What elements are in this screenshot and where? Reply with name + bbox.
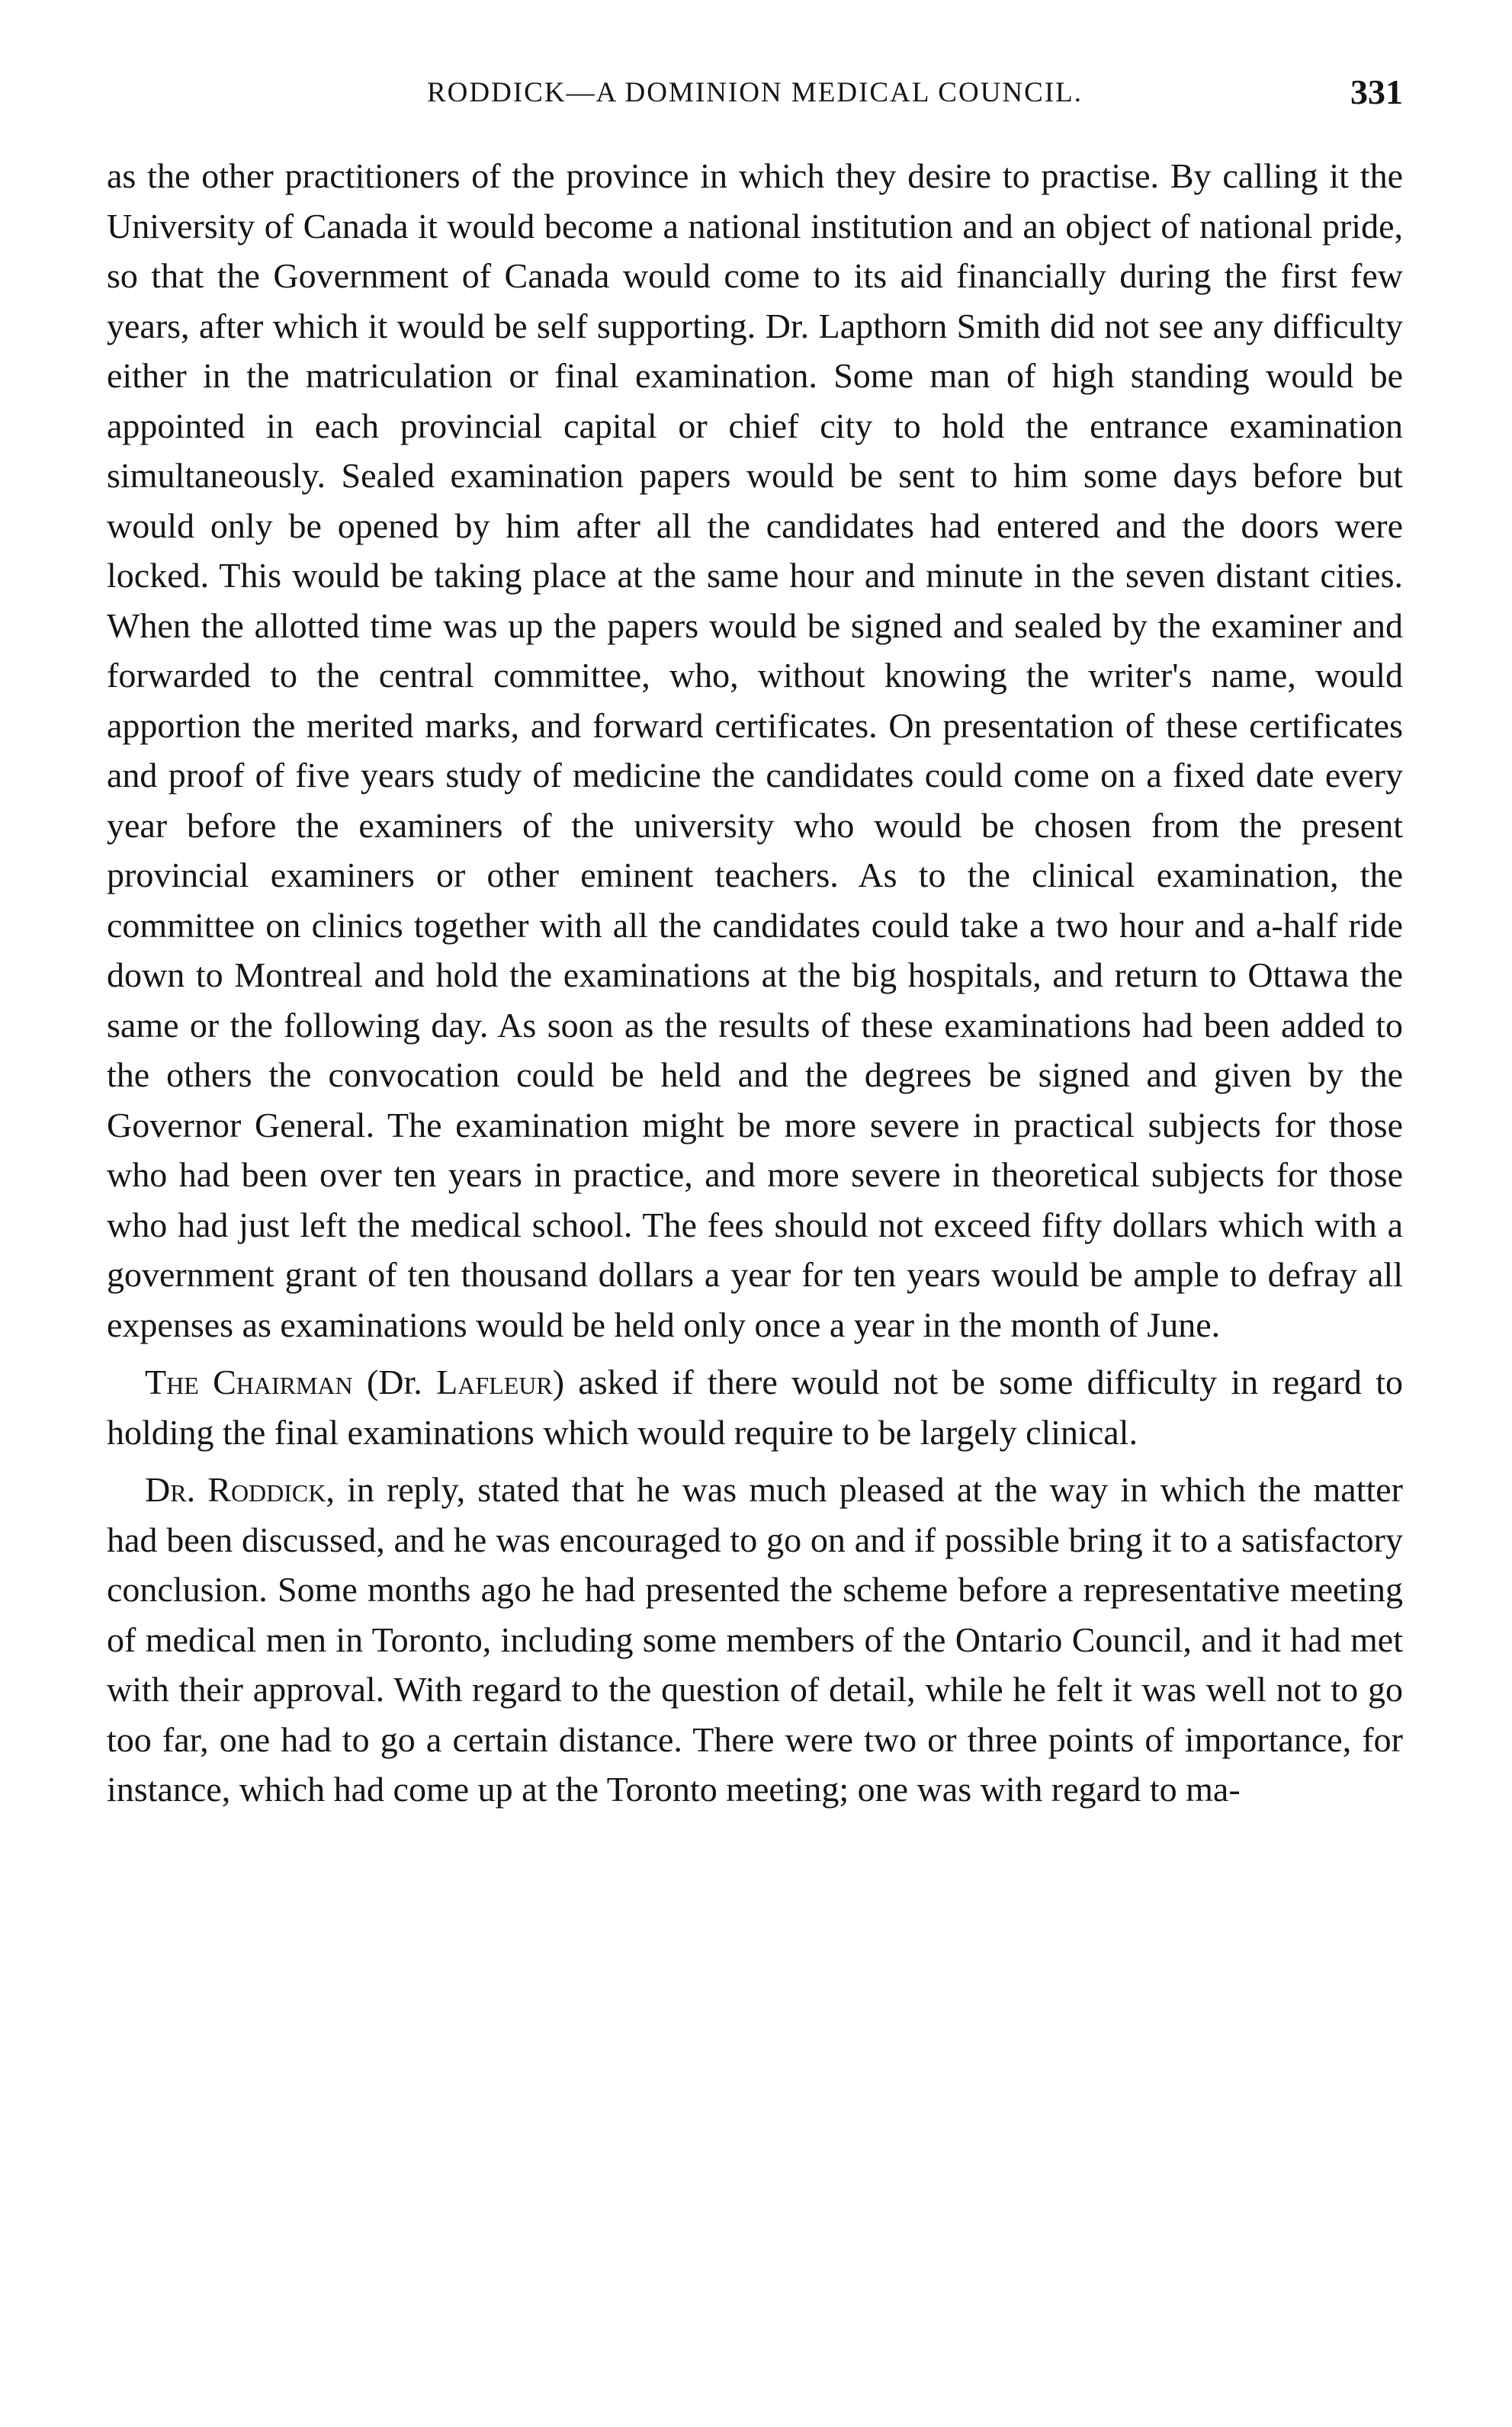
speaker-name: Lafleur <box>436 1363 553 1401</box>
document-page <box>107 72 1404 1815</box>
paragraph-text: asked if there would not be some difficulty in regard to holding the final examinations which would require to be largely clinical. <box>107 1363 1404 1452</box>
running-header <box>107 72 1403 130</box>
speaker-paren-close: ) <box>552 1363 565 1401</box>
paragraph-text: as the other practitioners of the province in which they desire to practise. By calling it the University of Canada it would become a national institution and an object of national pride, so that the Government of Canada would come to its aid financially during the first few years, after which it would be self supporting. Dr. Lapthorn Smith did not see any difficulty either in the matriculation or final examination. Some man of high standing would be appointed in each provincial capital or chief city to hold the entrance examination simultaneously. Sealed examination papers would be sent to him some days before but would only be opened by him after all the candidates had entered and the doors were locked. This would be taking place at the same hour and minute in the seven distant cities. When the allotted time was up the papers would be signed and sealed by the examiner and forwarded to the central committee, who, without knowing the writer's name, would apportion the merited marks, and forward certificates. On presentation of these certificates and proof of five years study of medicine the candidates could come on a fixed date every year before the examiners of the university who would be chosen from the present provincial examiners or other eminent teachers. As to the clinical examination, the committee on clinics together with all the candidates could take a two hour and a-half ride down to Montreal and hold the examinations at the big hospitals, and return to Ottawa the same or the following day. As soon as the results of these examinations had been added to the others the convocation could be held and the degrees be signed and given by the Governor General. The examination might be more severe in practical subjects for those who had been over ten years in practice, and more severe in theoretical subjects for those who had just left the medical school. The fees should not exceed fifty dollars which with a government grant of ten thousand dollars a year for ten years would be ample to defray all expenses as examinations would be held only once a year in the month of June. <box>107 156 1403 1344</box>
paragraph-continuation <box>107 151 1403 1350</box>
paragraph-text: , in reply, stated that he was much pleased at the way in which the matter had been discussed, and he was encouraged to go on and if possible bring it to a satisfactory conclusion. Some months ago he had presented the scheme before a representative meeting of medical men in Toronto, including some members of the Ontario Council, and it had met with their approval. With regard to the question of detail, while he felt it was well not to go too far, one had to go a certain distance. There were two or three points of importance, for instance, which had come up at the Toronto meeting; one was with regard to ma- <box>107 1470 1403 1809</box>
paragraph-chairman-question <box>107 1357 1403 1457</box>
speaker-title: The Chairman <box>145 1363 353 1401</box>
paragraph-roddick-reply <box>107 1465 1403 1815</box>
running-title: RODDICK—A DOMINION MEDICAL COUNCIL. <box>427 77 1083 108</box>
page-number: 331 <box>1350 72 1403 111</box>
body-text <box>107 151 1403 1815</box>
speaker-paren-open: (Dr. <box>366 1363 437 1401</box>
speaker-name: Dr. Roddick <box>145 1470 326 1509</box>
